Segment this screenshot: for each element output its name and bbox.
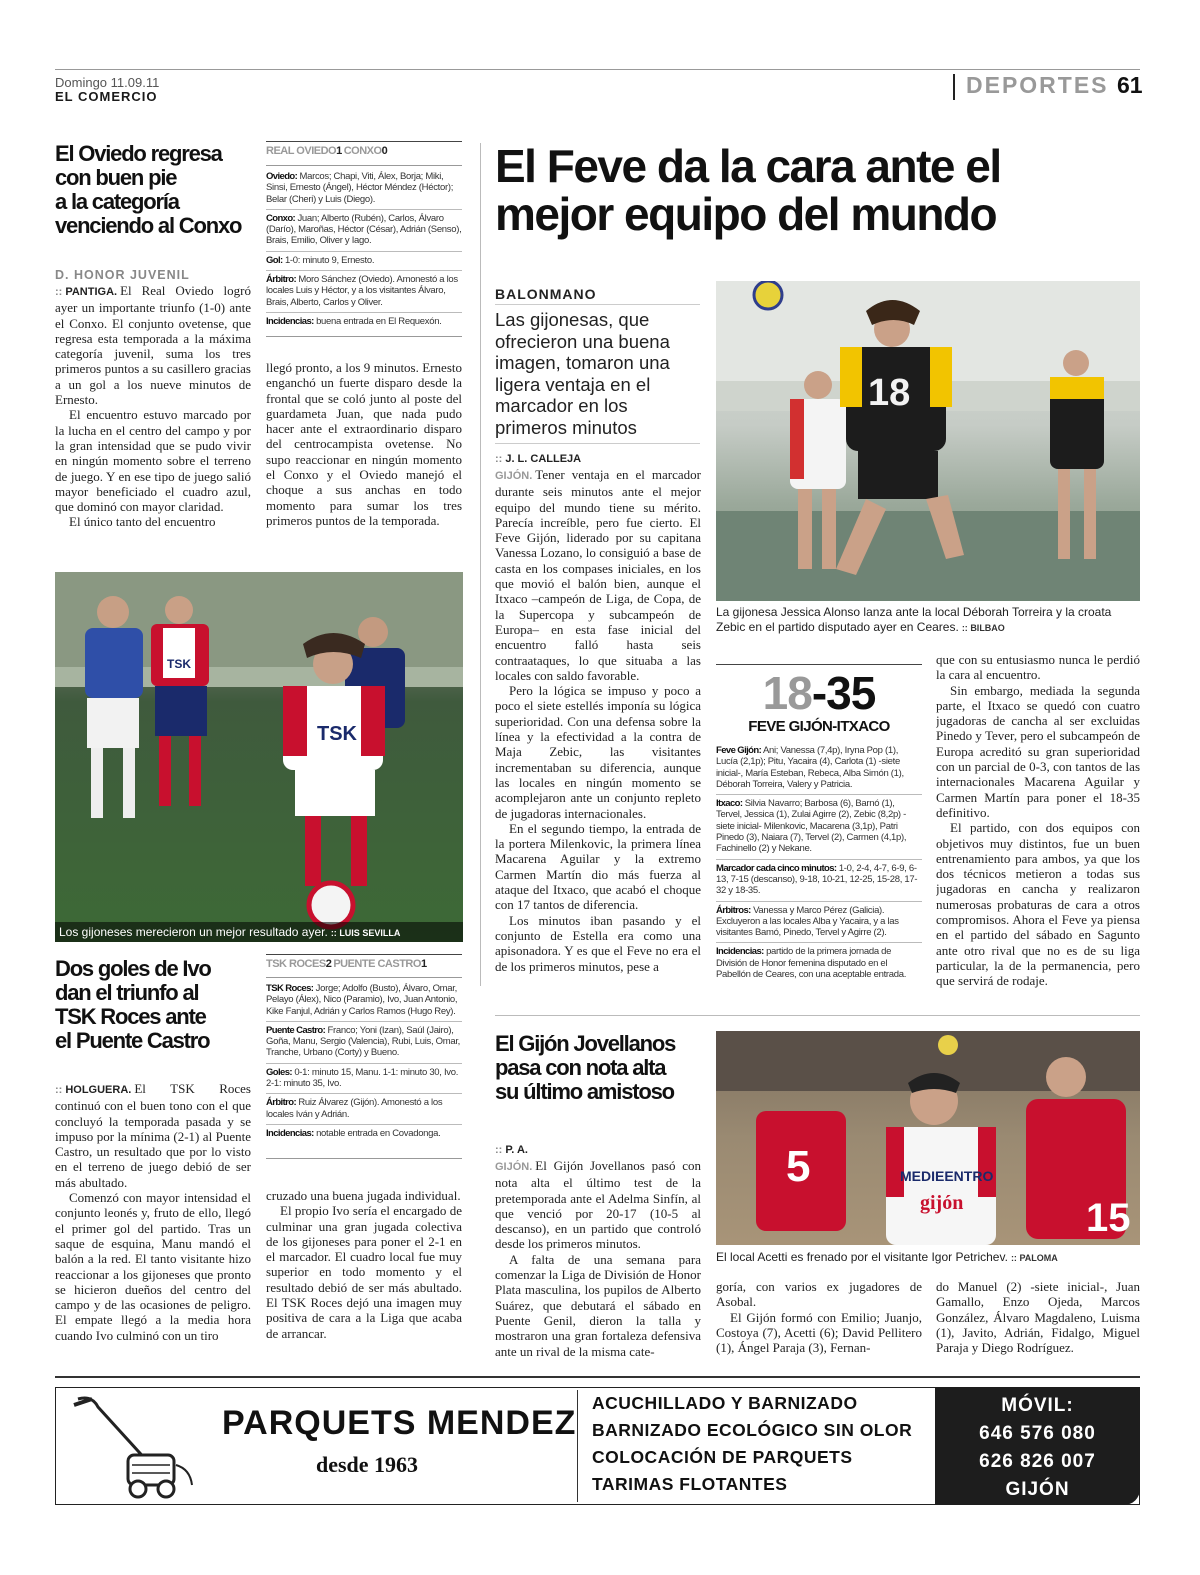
feve-paragraph: que con su entusiasmo nunca le perdió la cara al encuentro. — [936, 652, 1140, 683]
feve-byline: :: J. L. CALLEJA — [495, 453, 582, 465]
jovellanos-column-1 — [495, 1158, 701, 1360]
oviedo-kicker: D. HONOR JUVENIL — [55, 268, 190, 282]
tsk-score-header: TSK ROCES2 PUENTE CASTRO1 — [266, 958, 427, 970]
jovellanos-headline — [495, 1032, 705, 1104]
feve-subhead-line: Las gijonesas, que — [495, 309, 650, 330]
ad-since: desde 1963 — [316, 1452, 419, 1477]
feve-subhead-line: marcador en los — [495, 395, 628, 416]
jovellanos-shirt-text: MEDIEENTRO — [900, 1168, 994, 1184]
jovellanos-column-2 — [716, 1279, 922, 1361]
tsk-headline-line: dan el triunfo al — [55, 980, 199, 1005]
oviedo-dateline: PANTIGA. — [65, 286, 118, 298]
floor-sander-icon — [68, 1395, 198, 1500]
feve-headline-line: El Feve da la cara ante el — [495, 140, 1001, 192]
oviedo-paragraph: El único tanto del encuentro — [69, 514, 216, 530]
oviedo-headline — [55, 142, 255, 238]
jovellanos-headline-line: El Gijón Jovellanos — [495, 1031, 676, 1056]
ad-service-item: TARIMAS FLOTANTES — [592, 1474, 788, 1494]
section-name: DEPORTES — [966, 72, 1109, 98]
feve-jersey-number: 18 — [868, 372, 911, 414]
jovellanos-paragraph: do Manuel (2) -siete inicial-, Juan Gamallo, Enzo Ojeda, Marcos González, Álvaro Magdaleno, Luisma (1), Javito, Adrián, Fidalgo, Miguel Paraja y Diego Rodríguez. — [936, 1279, 1140, 1356]
jovellanos-column-3 — [936, 1279, 1140, 1361]
tsk-headline-line: TSK Roces ante — [55, 1004, 206, 1029]
jovellanos-shirt-text-2: gijón — [920, 1192, 964, 1214]
jovellanos-paragraph: El Gijón formó con Emilio; Juanjo, Costoya (7), Acetti (6); David Pellitero (1), Ángel Paraja (3), Fernan- — [716, 1309, 922, 1356]
oviedo-headline-line: El Oviedo regresa — [55, 141, 222, 166]
jovellanos-photo-caption: El local Acetti es frenado por el visitante Igor Petrichev. :: PALOMA — [716, 1250, 1058, 1264]
jovellanos-paragraph: goría, con varios ex jugadores de Asobal. — [716, 1279, 922, 1310]
feve-photo-caption: La gijonesa Jessica Alonso lanza ante la local Déborah Torreira y la croata Zebic en el partido disputado ayer en Ceares. :: BILBAO — [716, 605, 1112, 634]
jovellanos-paragraph: El Gijón Jovellanos pasó con nota alta el último test de la pretemporada ante el Adelma Sinfín, al que venció por 20-17 (10-5 al descanso), en un partido que controló desde los primeros minutos. — [495, 1158, 701, 1252]
feve-subhead-line: ligera ventaja en el — [495, 373, 651, 395]
tsk-shirt-text: TSK — [317, 723, 357, 745]
jovellanos-headline-line: su último amistoso — [495, 1079, 674, 1104]
ad-service-item: COLOCACIÓN DE PARQUETS — [592, 1447, 853, 1467]
tsk-photo — [55, 572, 463, 942]
jovellanos-city: GIJÓN. — [495, 1161, 533, 1173]
issue-date: Domingo 11.09.11 — [55, 75, 160, 90]
feve-paragraph: Sin embargo, mediada la segunda parte, el Itxaco se quedó con cuatro jugadoras de cancha al ser excluidas Pinedo y Tever, pero el subcampeón de Europa acreditó su gran superioridad con un parcial de 0-3, con tantos de las internacionales Macarena Aguilar y Carmen Martín para poner el 18-35 definitivo. — [936, 682, 1140, 820]
oviedo-headline-line: a la categoría — [55, 189, 179, 214]
feve-subhead-line: imagen, tomaron una — [495, 352, 670, 373]
feve-photo-illustration — [716, 281, 1140, 601]
ad-city: GIJÓN — [1005, 1479, 1070, 1500]
tsk-headline-line: Dos goles de Ivo — [55, 956, 211, 981]
tsk-paragraph: El propio Ivo sería el encargado de culminar una gran jugada colectiva de los gijoneses para poner el 2-1 en el marcador. El cuadro local fue muy superior en todo momento y el resultado debió de ser más abultado. El TSK Roces dejó una imagen muy positiva de cara a la Liga que acaba de arrancar. — [266, 1203, 462, 1341]
feve-subhead-line: primeros minutos — [495, 416, 637, 438]
oviedo-data-box: Oviedo: Marcos; Chapi, Viti, Álex, Borja; Miki, Sinsi, Ernesto (Ángel), Héctor Méndez (Héctor); Belar (Cheri) y Luis (Diego). Conxo: Juan; Alberto (Rubén), Carlos, Álvaro (Darío), Maroñas, Héctor (César), Adrián (Senso), Brais, Emilio, Oliver y Iago. Gol: 1-0: minuto 9, Ernesto. Árbitro: Moro Sánchez (Oviedo). Amonestó a los locales Luis y Héctor, y a los visitantes Álvaro, Brais, Alberto, Carlos y Oliver. Incidencias: buena entrada en El Requexón. — [266, 168, 462, 331]
jovellanos-right-number: 15 — [1086, 1196, 1131, 1240]
feve-score: 18-35 — [762, 667, 876, 719]
feve-paragraph: En el segundo tiempo, la entrada de la portera Milenkovic, la primera línea Macarena Aguilar y la extremo Carmen Martín dio más fuerza al ataque del Itxaco, que acabó el choque con 17 tantos de diferencia. — [495, 820, 701, 913]
feve-headline — [495, 142, 1140, 238]
feve-subhead-line: ofrecieron una buena — [495, 330, 670, 352]
feve-column-2 — [936, 652, 1140, 990]
header-separator — [953, 74, 955, 100]
tsk-column-1: :: HOLGUERA. El TSK Roces continuó con el buen tono con el que concluyó la temporada pasada y se impuso por la mínima (2-1) al Puente Castro, un resultado que por lo visto en el terreno de juego debió de ser más abultado. Comenzó con mayor intensidad el conjunto leonés y, fruto de ello, llegó el primer gol del partido. Tras un saque de esquina, Manu mandó el balón a la red. El tanto visitante hizo reaccionar a los gijoneses que pronto se hicieron dueños del centro del campo y de las ocasiones de peligro. El empate llegó a la media hora cuando Ivo culminó con un tiro — [55, 1081, 251, 1343]
tsk-photo-illustration — [55, 572, 463, 942]
jovellanos-photo-illustration — [716, 1031, 1140, 1245]
ad-title: PARQUETS MENDEZ — [222, 1404, 577, 1442]
feve-paragraph: El partido, con dos equipos con objetivos muy distintos, fue un buen entrenamiento para ambos, ya que los dos técnicos metieron a todas sus jugadoras en cancha y realizaron numerosas probaturas de cara a otros compromisos. Ahora el Feve ya piensa en el partido del sábado en Sagunto ante otro rival que no es de su liga particular, la de la permanencia, pero que servirá de rodaje. — [936, 820, 1140, 989]
feve-column-1 — [495, 467, 701, 989]
jovellanos-photo-credit: PALOMA — [1019, 1253, 1058, 1263]
oviedo-column-2 — [266, 360, 462, 546]
feve-headline-line: mejor equipo del mundo — [495, 188, 997, 240]
tsk-data-box: TSK Roces: Jorge; Adolfo (Busto), Álvaro, Omar, Pelayo (Álex), Nico (Paramio), Ivo, Juan Antonio, Kike Fanjul, Adrián y Carlos Ramos (Hugo Rey). Puente Castro: Franco; Yoni (Izan), Saúl (Jairo), Goña, Manu, Sergio (Valencia), Rubi, Luis, Omar, Tranche, Urbano (Corty) y Bueno. Goles: 0-1: minuto 15, Manu. 1-1: minuto 30, Ivo. 2-1: minuto 35, Ivo. Árbitro: Ruiz Álvarez (Gijón). Amonestó a los locales Iván y Adrián. Incidencias: notable entrada en Covadonga. — [266, 980, 462, 1143]
feve-city: GIJÓN. — [495, 470, 533, 482]
feve-paragraph: Los minutos iban pasando y el conjunto de Estella era como una apisonadora. Y es que el Feve no era el de los primeros minutos, pese a — [495, 912, 701, 974]
column-divider — [480, 143, 481, 986]
feve-paragraph: Tener ventaja en el marcador durante seis minutos ante el mejor equipo del mundo tiene su mérito. Parecía increíble, pero fue cierto. El Feve Gijón, liderado por su capitana Vanessa Lozano, lo consiguió a base de casta en los compases iniciales, en los que movió el balón bien, aunque el Itxaco –campeón de Liga, de Copa, de la Supercopa y subcampeón de Europa– en esta fase inicial del encuentro falló hasta seis contraataques, lo que situaba a las locales con saldo favorable. — [495, 467, 701, 683]
oviedo-paragraph: El encuentro estuvo marcado por la lucha en el centro del campo y por la gran intensidad que se pudo vivir en ningún momento sobre el terreno de juego. Y en ese tipo de juego salió mayor beneficiado el cuadro azul, que dominó con mayor claridad. — [55, 407, 251, 515]
oviedo-paragraph: El Real Oviedo logró ayer un importante triunfo (1-0) ante el Conxo. El conjunto ovetense, que regresa esta temporada a la máxima categoría juvenil, suma los tres primeros puntos a su casillero gracias a un gol a los nueve minutos de Ernesto. — [55, 283, 251, 408]
tsk-paragraph: Comenzó con mayor intensidad el conjunto leonés y, fruto de ello, llegó el primer gol del partido. Tras un saque de esquina, Manu mandó el balón a la red. El tanto visitante hizo reaccionar a los gijoneses que pronto se hicieron dueños del centro del campo y de las ocasiones de peligro. El empate llegó a la media hora cuando Ivo culminó con un tiro — [55, 1190, 251, 1343]
ad-phone-1[interactable]: 646 576 080 — [979, 1423, 1096, 1444]
ad-phone-2[interactable]: 626 826 007 — [979, 1451, 1096, 1472]
feve-photo-credit: BILBAO — [970, 623, 1005, 633]
jovellanos-left-number: 5 — [786, 1142, 811, 1191]
jovellanos-headline-line: pasa con nota alta — [495, 1055, 666, 1080]
oviedo-headline-line: venciendo al Conxo — [55, 213, 242, 238]
feve-kicker: BALONMANO — [495, 286, 597, 302]
tsk-photo-credit: LUIS SEVILLA — [339, 928, 401, 938]
oviedo-score-header: REAL OVIEDO1 CONXO0 — [266, 145, 388, 157]
ad-service-item: BARNIZADO ECOLÓGICO SIN OLOR — [592, 1420, 913, 1440]
tsk-paragraph: El TSK Roces continuó con el buen tono con el que concluyó la temporada pasada y se impuso por la mínima (2-1) al Puente Castro, un resultado que por lo visto en el terreno de juego debió de ser más abultado. — [55, 1081, 251, 1190]
jovellanos-byline: :: P. A. — [495, 1144, 528, 1156]
ad-movil-label: MÓVIL: — [1001, 1395, 1074, 1416]
tsk-column-2 — [266, 1188, 462, 1360]
tsk-dateline: HOLGUERA. — [65, 1084, 132, 1096]
feve-teams: FEVE GIJÓN-ITXACO — [748, 718, 890, 735]
ad-divider — [577, 1390, 578, 1502]
page-number: 61 — [1117, 72, 1143, 98]
header-rule — [55, 69, 1140, 70]
ad-service-item: ACUCHILLADO Y BARNIZADO — [592, 1393, 858, 1413]
jovellanos-photo — [716, 1031, 1140, 1245]
jovellanos-paragraph: A falta de una semana para comenzar la Liga de División de Honor Plata masculina, los pupilos de Alberto Suárez, que debutará el sábado en Puente Genil, dieron la talla y mostraron una gran fortaleza defensiva ante un rival de la misma cate- — [495, 1251, 701, 1359]
tsk-headline — [55, 957, 255, 1053]
oviedo-column-1: :: PANTIGA. El Real Oviedo logró ayer un importante triunfo (1-0) ante el Conxo. El conjunto ovetense, que regresa esta temporada a la máxima categoría juvenil, suma los tres primeros puntos a su casillero gracias a un gol a los nueve minutos de Ernesto. El encuentro estuvo marcado por la lucha en el centro del campo y por la gran intensidad que se pudo vivir en ningún momento sobre el terreno de juego. Y en ese tipo de juego salió mayor beneficiado el cuadro azul, que dominó con mayor claridad. El único tanto del encuentro — [55, 283, 251, 530]
newspaper-name: EL COMERCIO — [55, 89, 158, 104]
ad-contact-panel[interactable] — [935, 1387, 1140, 1505]
feve-paragraph: Pero la lógica se impuso y poco a poco el siete estellés imponía su lógica superioridad. Con una defensa sobre la línea y la efectividad a la contra de Maja Zebic, las visitantes incrementaban su diferencia, aunque las locales en ningún momento se acomplejaron ante un conjunto repleto de jugadoras internacionales. — [495, 683, 701, 821]
tsk-headline-line: el Puente Castro — [55, 1028, 210, 1053]
feve-photo — [716, 281, 1140, 601]
tsk-shirt-text-2: TSK — [167, 657, 191, 671]
feve-data-box: Feve Gijón: Ani; Vanessa (7,4p), Iryna Pop (1), Lucía (2,1p); Pitu, Yacaira (4), Carlota (1) -siete inicial-, María Esteban, Rebeca, Alba Simón (1), Déborah Torreira, Valery y Patricia. Itxaco: Silvia Navarro; Barbosa (6), Barnó (1), Tervel, Jessica (1), Zulai Agirre (2), Zebic (8,2p) -siete inicial- Milenkovic, Macarena (3,1p), Patri Pinedo (3), Naiara (7), Tervel (2), Carmen (4,1p), Fachinello (2) y Nekane. Marcador cada cinco minutos: 1-0, 2-4, 4-7, 6-9, 6-13, 7-15 (descanso), 9-18, 10-21, 12-25, 15-28, 17-32 y 18-35. Árbitros: Vanessa y Marco Pérez (Galicia). Excluyeron a las locales Alba y Yacaira, y a las visitantes Bamó, Pinedo, Tervel y Agirre (2). Incidencias: partido de la primera jornada de División de Honor femenina disputado en el Pabellón de Ceares, con una aceptable entrada. — [716, 742, 922, 984]
ad-services — [592, 1390, 912, 1498]
feve-subhead — [495, 309, 705, 438]
tsk-photo-caption: Los gijoneses merecieron un mejor resultado ayer. :: LUIS SEVILLA — [55, 922, 463, 942]
tsk-paragraph: cruzado una buena jugada individual. — [266, 1188, 461, 1203]
oviedo-paragraph: llegó pronto, a los 9 minutos. Ernesto enganchó un fuerte disparo desde la frontal que se coló junto al poste del guardameta Juan, que nada pudo hacer ante el extraordinario disparo del centrocampista ovetense. No supo reaccionar en ningún momento el Conxo y el Oviedo manejó el choque a sus anchas en todo momento para sumar los tres primeros puntos de la temporada. — [266, 360, 462, 528]
oviedo-headline-line: con buen pie — [55, 165, 177, 190]
